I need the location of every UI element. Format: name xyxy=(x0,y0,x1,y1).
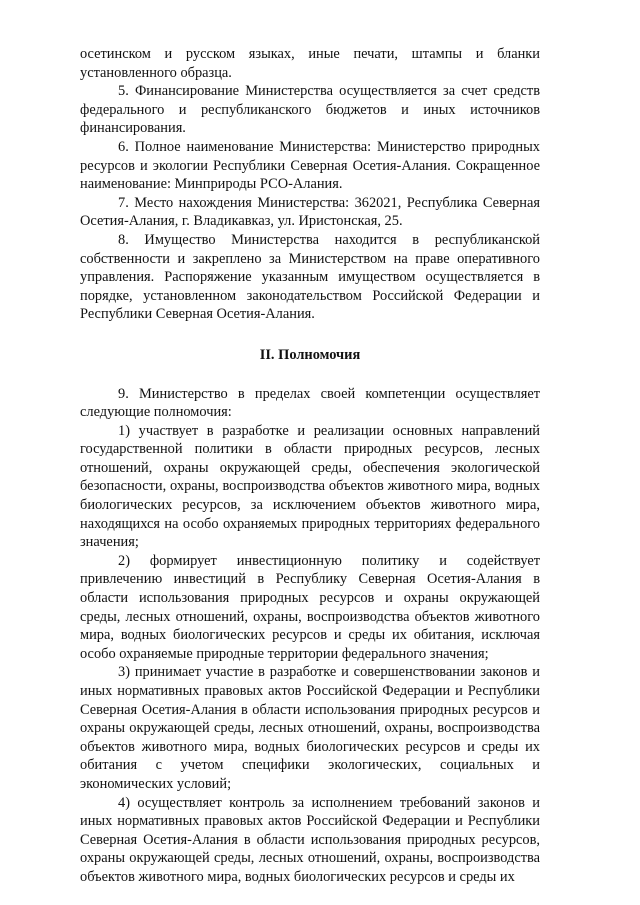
paragraph-8-property: 8. Имущество Министерства находится в республиканской собственности и закреплено за Министерством на праве оперативного управления. Распоряжение указанным имуществом осуществляется в порядке, установленном законодательством Российской Федерации и Республики Северная Осетия-Алания. xyxy=(80,231,540,323)
paragraph-continuation: осетинском и русском языках, иные печати, штампы и бланки установленного образца. xyxy=(80,46,540,81)
paragraph-7-location: 7. Место нахождения Министерства: 362021, Республика Северная Осетия-Алания, г. Владикавказ, ул. Иристонская, 25. xyxy=(80,194,540,230)
list-item-4: 4) осуществляет контроль за исполнением требований законов и иных нормативных правовых актов Российской Федерации и Республики Северная Осетия-Алания в области использования природных ресурсов, охраны окружающей среды, лесных отношений, охраны, воспроизводства объектов животного мира, водных биологических ресурсов и среды их xyxy=(80,794,540,885)
list-item-2: 2) формирует инвестиционную политику и содействует привлечению инвестиций в Республику Северная Осетия-Алания в области использования природных ресурсов и охраны окружающей среды, лесных отношений, охраны, воспроизводства объектов животного мира, водных биологических ресурсов и среды их обитания, исключая особо охраняемые природные территории федерального значения; xyxy=(80,552,540,662)
paragraph-6-full-name: 6. Полное наименование Министерства: Министерство природных ресурсов и экологии Республики Северная Осетия-Алания. Сокращенное наименование: Минприроды РСО-Алания. xyxy=(80,138,540,193)
document-page xyxy=(80,45,540,887)
list-item-3: 3) принимает участие в разработке и совершенствовании законов и иных нормативных правовых актов Российской Федерации и Республики Северная Осетия-Алания в области использования природных ресурсов и охраны окружающей среды, лесных отношений, охраны, воспроизводства объектов животного мира, водных биологических ресурсов и среды их обитания с учетом специфики экологических, социальных и экономических условий; xyxy=(80,664,540,792)
list-item-1: 1) участвует в разработке и реализации основных направлений государственной политики в области природных ресурсов, лесных отношений, охраны окружающей среды, обеспечения экологической безопасности, охраны, воспроизводства объектов животного мира, водных биологических ресурсов, за исключением объектов животного мира, находящихся на особо охраняемых природных территориях федерального значения; xyxy=(80,422,540,551)
section-title: II. Полномочия xyxy=(259,346,361,363)
paragraph-9-powers: 9. Министерство в пределах своей компетенции осуществляет следующие полномочия: xyxy=(80,385,540,421)
paragraph-5-financing: 5. Финансирование Министерства осуществляется за счет средств федерального и республиканского бюджетов и иных источников финансирования. xyxy=(80,83,540,137)
